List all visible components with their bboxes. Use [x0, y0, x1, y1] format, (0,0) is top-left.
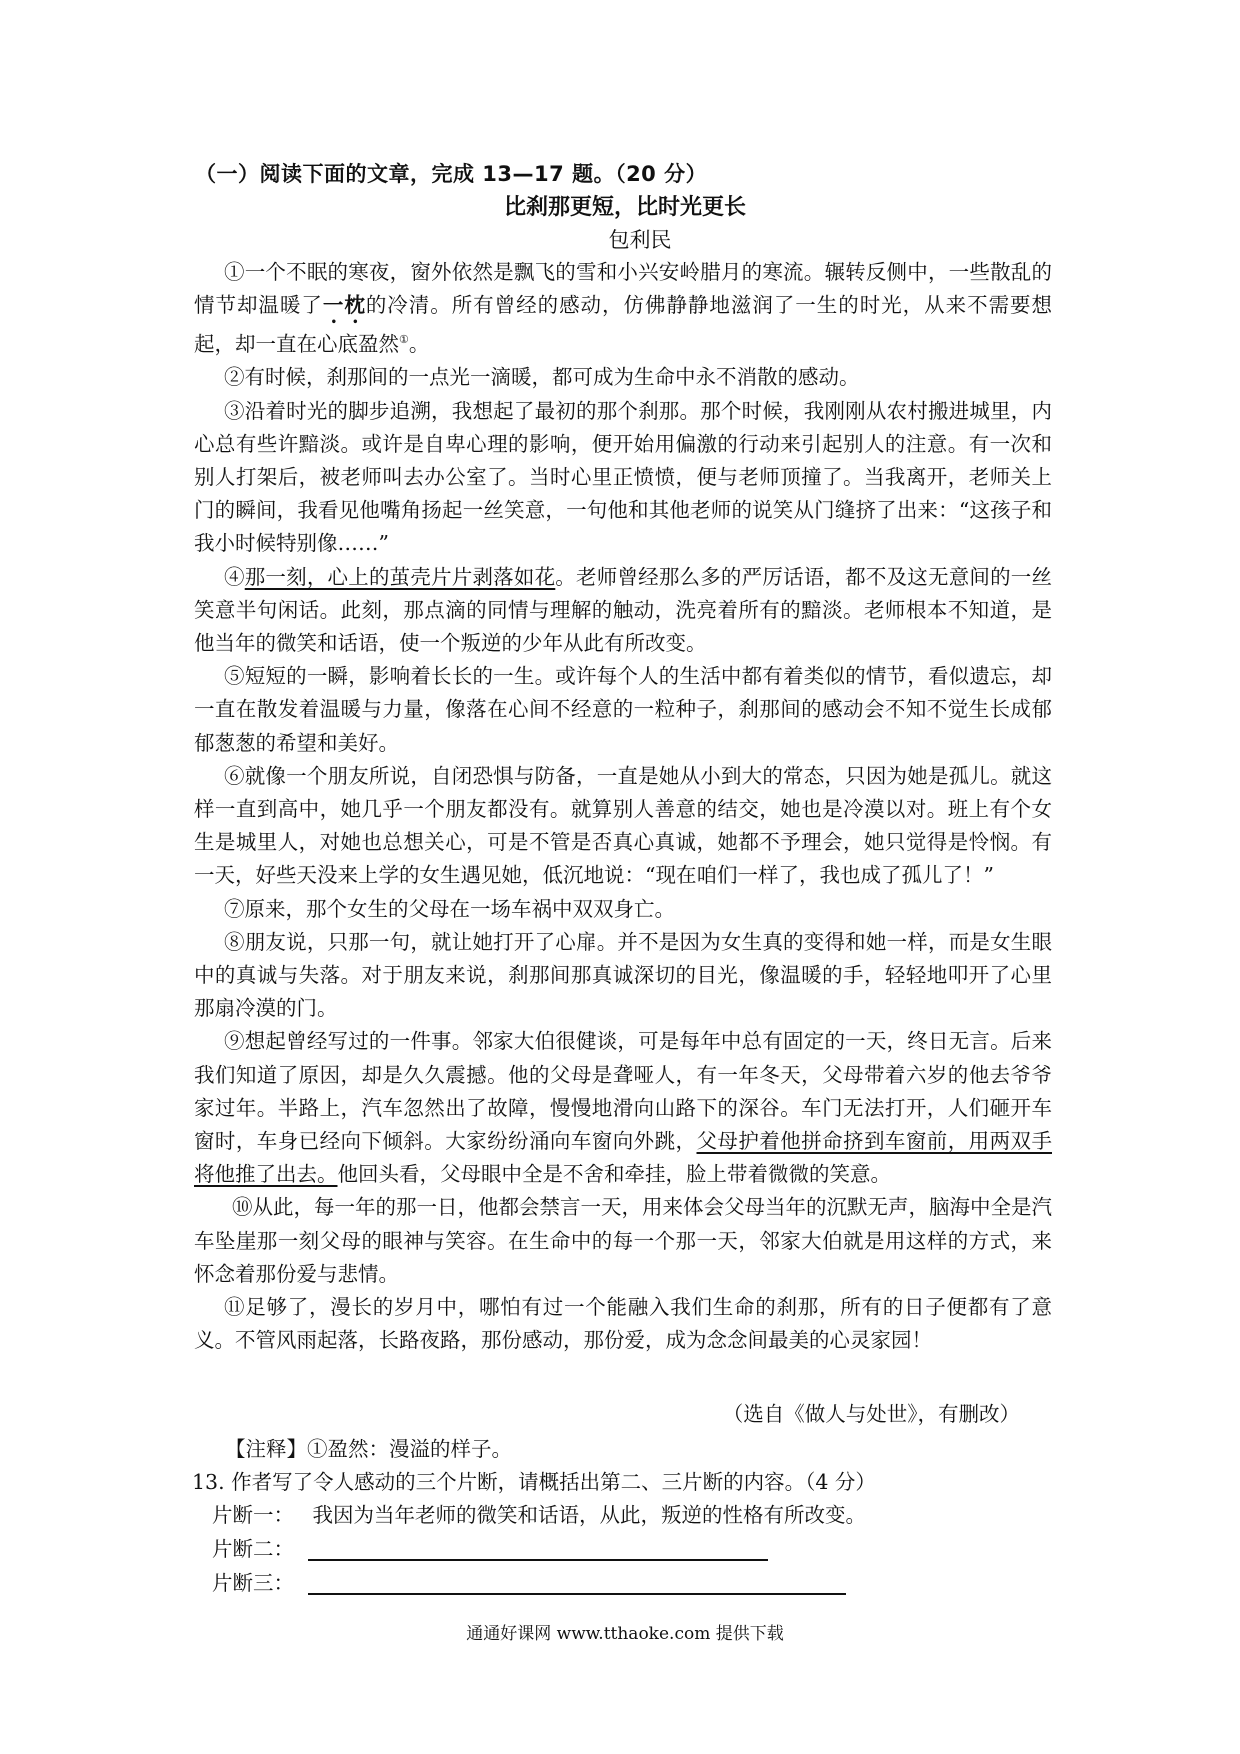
paragraph-1: ①一个不眠的寒夜，窗外依然是飘飞的雪和小兴安岭腊月的寒流。辗转反侧中，一些散乱的情节却温暖了一枕的冷清。所有曾经的感动，仿佛静静地滋润了一生的时光，从来不需要想起，却一直在心底盈然①。: [194, 260, 1053, 357]
paragraph-7: ⑦原来，那个女生的父母在一场车祸中双双身亡。: [224, 896, 675, 921]
paragraph-6: ⑥就像一个朋友所说，自闭恐惧与防备，一直是她从小到大的常态，只因为她是孤儿。就这样一直到高中，她几乎一个朋友都没有。就算别人善意的结交，她也是冷漠以对。班上有个女生是城里人，对她也总想关心，可是不管是否真心真诚，她都不予理会，她只觉得是怜悯。有一天，好些天没来上学的女生遇见她，低沉地说：“现在咱们一样了，我也成了孤儿了！”: [194, 763, 1052, 888]
answer-blank-line[interactable]: [308, 1559, 768, 1561]
paragraph-9: ⑨想起曾经写过的一件事。邻家大伯很健谈，可是每年中总有固定的一天，终日无言。后来我们知道了原因，却是久久震撼。他的父母是聋哑人，有一年冬天，父母带着六岁的他去爷爷家过年。半路上，汽车忽然出了故障，慢慢地滑向山路下的深谷。车门无法打开，人们砸开车窗时，车身已经向下倾斜。大家纷纷涌向车窗向外跳，父母护着他拼命挤到车窗前，用两双手将他推了出去。他回头看，父母眼中全是不舍和牵挂，脸上带着微微的笑意。: [194, 1029, 1052, 1187]
fragment-3: [212, 1566, 846, 1596]
fragment-label: 片断三：: [212, 1571, 294, 1595]
footnote-marker: ①: [399, 333, 409, 347]
fragment-label: 片断一：: [212, 1503, 294, 1527]
fragment-2: [212, 1532, 768, 1562]
answer-blank-line[interactable]: [308, 1593, 846, 1595]
paragraph-8: ⑧朋友说，只那一句，就让她打开了心扉。并不是因为女生真的变得和她一样，而是女生眼中的真诚与失落。对于朋友来说，刹那间那真诚深切的目光，像温暖的手，轻轻地叩开了心里那扇冷漠的门。: [194, 929, 1052, 1021]
source-citation: （选自《做人与处世》，有删改）: [722, 1402, 1020, 1426]
paragraph-4: ④那一刻，心上的茧壳片片剥落如花。老师曾经那么多的严厉话语，都不及这无意间的一丝笑意半句闲话。此刻，那点滴的同情与理解的触动，洗亮着所有的黯淡。老师根本不知道，是他当年的微笑和话语，使一个叛逆的少年从此有所改变。: [194, 564, 1053, 656]
annotation-note: 【注释】①盈然：漫溢的样子。: [225, 1437, 512, 1461]
page-footer: 通通好课网 www.tthaoke.com 提供下载: [466, 1624, 784, 1644]
fragment-1: [212, 1498, 866, 1528]
paragraph-11: ⑪足够了，漫长的岁月中，哪怕有过一个能融入我们生命的刹那，所有的日子便都有了意义。不管风雨起落，长路夜路，那份感动，那份爱，成为念念间最美的心灵家园！: [194, 1295, 1052, 1353]
section-heading: （一）阅读下面的文章，完成 13—17 题。（20 分）: [195, 162, 708, 186]
underlined-sentence: 父母护着他拼命挤到车窗前，用两双手将他推了出去。: [194, 1129, 1052, 1187]
fragment-answer: 我因为当年老师的微笑和话语，从此，叛逆的性格有所改变。: [312, 1503, 867, 1527]
paragraph-3: ③沿着时光的脚步追溯，我想起了最初的那个刹那。那个时候，我刚刚从农村搬进城里，内心总有些许黯淡。或许是自卑心理的影响，便开始用偏激的行动来引起别人的注意。有一次和别人打架后，被老师叫去办公室了。当时心里正愤愤，便与老师顶撞了。当我离开，老师关上门的瞬间，我看见他嘴角扬起一丝笑意，一句他和其他老师的说笑从门缝挤了出来：“这孩子和我小时候特别像……”: [194, 398, 1052, 556]
article-body: [194, 256, 1052, 1358]
question-13: 13. 作者写了令人感动的三个片断，请概括出第二、三片断的内容。（4 分）: [192, 1470, 876, 1494]
paragraph-10: ⑩从此，每一年的那一日，他都会禁言一天，用来体会父母当年的沉默无声，脑海中全是汽车坠崖那一刻父母的眼神与笑容。在生命中的每一个那一天，邻家大伯就是用这样的方式，来怀念着那份爱与悲情。: [194, 1195, 1052, 1286]
article-title: 比刹那更短，比时光更长: [503, 195, 746, 220]
underlined-sentence: 那一刻，心上的茧壳片片剥落如花: [244, 564, 556, 589]
paragraph-5: ⑤短短的一瞬，影响着长长的一生。或许每个人的生活中都有着类似的情节，看似遗忘，却一直在散发着温暖与力量，像落在心间不经意的一粒种子，刹那间的感动会不知不觉生长成郁郁葱葱的希望和美好。: [194, 664, 1052, 755]
fragment-label: 片断二：: [212, 1537, 294, 1561]
emphasized-word: 一枕: [322, 293, 366, 318]
article-author: 包利民: [608, 228, 672, 252]
paragraph-2: ②有时候，刹那间的一点光一滴暖，都可成为生命中永不消散的感动。: [224, 365, 860, 390]
